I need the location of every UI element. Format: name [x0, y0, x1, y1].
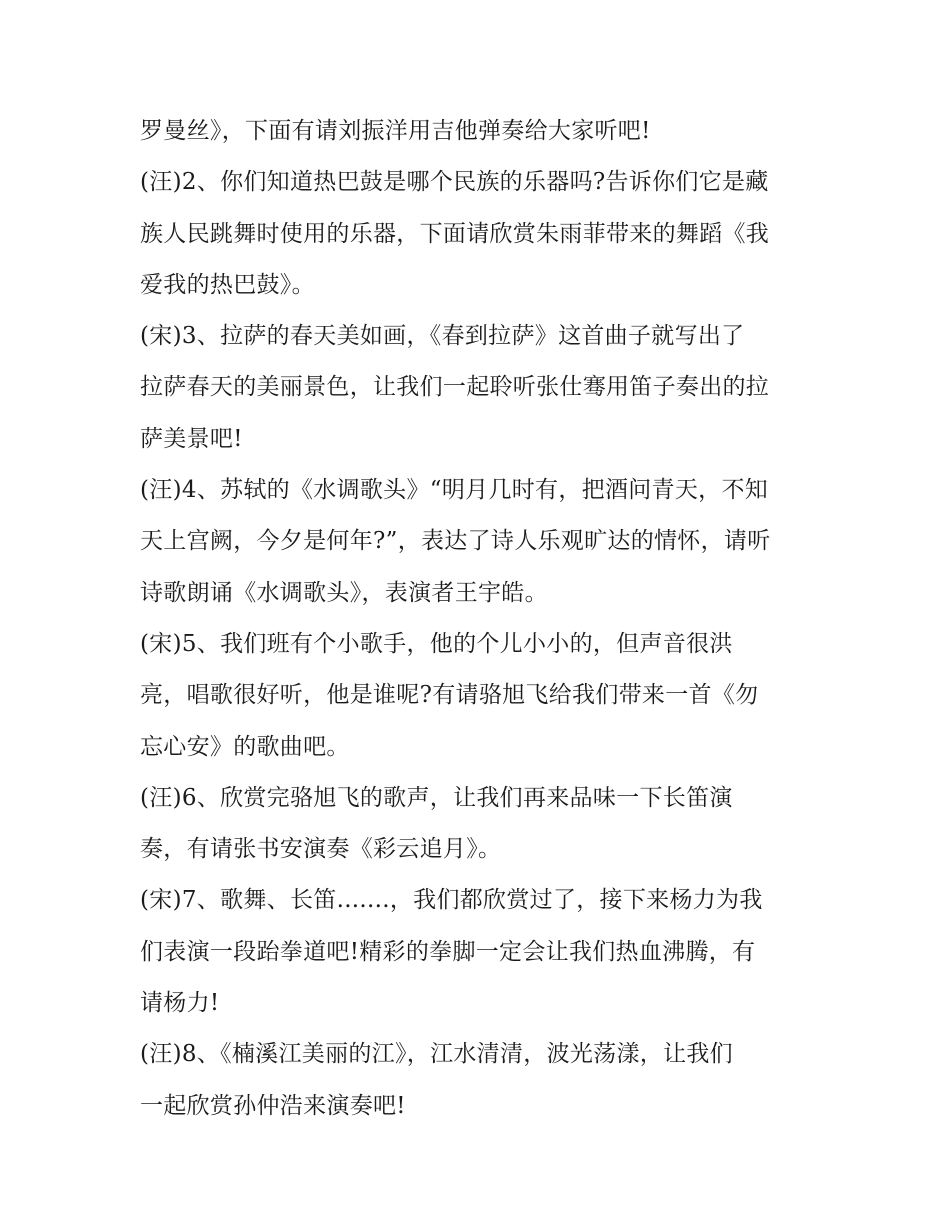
text-line: (宋)3、拉萨的春天美如画，《春到拉萨》这首曲子就写出了	[140, 323, 745, 350]
text-line: (汪)8、《楠溪江美丽的江》，江水清清，波光荡漾，让我们	[140, 1041, 733, 1068]
text-line: (宋)5、我们班有个小歌手，他的个儿小小的，但声音很洪	[140, 630, 733, 657]
text-line: (汪)2、你们知道热巴鼓是哪个民族的乐器吗?告诉你们它是藏	[140, 169, 769, 196]
text-line: (宋)7、歌舞、长笛.......，我们都欣赏过了，接下来杨力为我	[140, 887, 763, 914]
text-line: 萨美景吧!	[140, 425, 243, 452]
text-line: 请杨力!	[140, 990, 220, 1017]
text-line: 族人民跳舞时使用的乐器，下面请欣赏朱雨菲带来的舞蹈《我	[140, 220, 770, 247]
text-line: 奏，有请张书安演奏《彩云追月》。	[140, 836, 502, 863]
text-line: 罗曼丝》，下面有请刘振洋用吉他弹奏给大家听吧!	[140, 118, 651, 144]
text-line: 爱我的热巴鼓》。	[140, 271, 315, 298]
text-line: (汪)6、欣赏完骆旭飞的歌声，让我们再来品味一下长笛演	[140, 784, 733, 811]
text-line: 一起欣赏孙仲浩来演奏吧!	[140, 1092, 406, 1119]
document-body	[140, 106, 820, 1132]
text-line: (汪)4、苏轼的《水调歌头》“明月几时有，把酒问青天，不知	[140, 477, 769, 504]
text-line: 诗歌朗诵《水调歌头》，表演者王宇皓。	[140, 579, 548, 606]
text-line: 拉萨春天的美丽景色，让我们一起聆听张仕骞用笛子奏出的拉	[140, 374, 770, 401]
text-line: 们表演一段跆拳道吧!精彩的拳脚一定会让我们热血沸腾，有	[140, 938, 756, 965]
text-line: 亮，唱歌很好听，他是谁呢?有请骆旭飞给我们带来一首《勿	[140, 682, 759, 709]
text-line: 天上宫阙，今夕是何年?”，表达了诗人乐观旷达的情怀，请听	[140, 528, 771, 555]
text-line: 忘心安》的歌曲吧。	[140, 733, 350, 760]
